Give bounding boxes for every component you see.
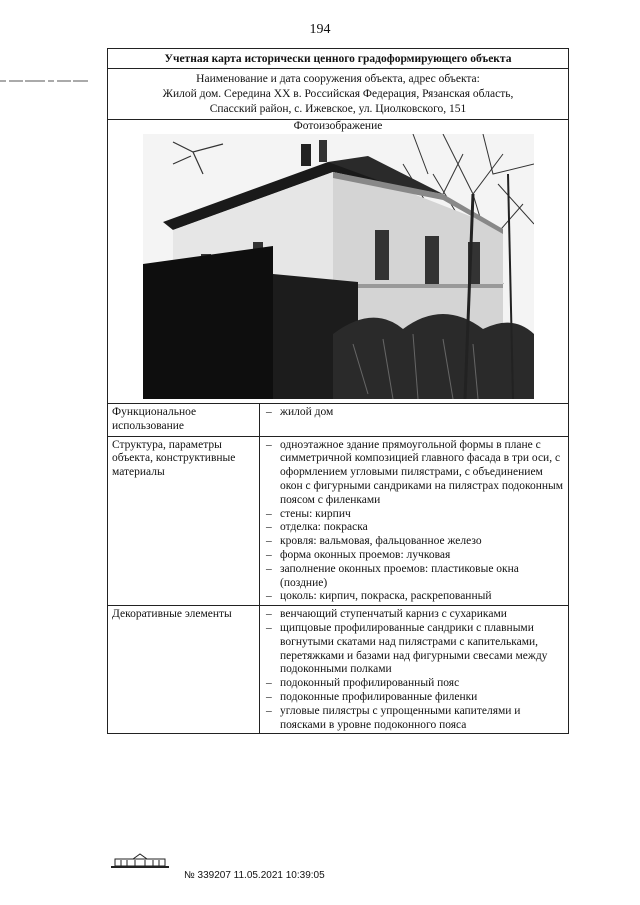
list-item: – отделка: покраска	[266, 521, 368, 534]
list-item: – кровля: вальмовая, фальцованное железо	[266, 535, 482, 548]
list-item: – щипцовые профилированные сандрики с плавными вогнутыми скатами над пилястрами с капительками, перетяжками и базами над фигурными свесами между подоконными полками	[266, 621, 548, 676]
header-line: Спасский район, с. Ижевское, ул. Циолковского, 151	[209, 103, 467, 115]
scan-edge-mark	[0, 69, 90, 71]
document-code: № 339207 11.05.2021 10:39:05	[184, 870, 325, 881]
row-label: Декоративные элементы	[108, 606, 260, 733]
photo-section	[108, 120, 568, 404]
building-photo	[143, 134, 534, 399]
table-row	[108, 605, 568, 733]
table-row	[108, 404, 568, 436]
header-line: Наименование и дата сооружения объекта, адрес объекта:	[196, 73, 480, 85]
card-title: Учетная карта исторически ценного градоформирующего объекта	[108, 49, 568, 69]
list-item: – подоконный профилированный пояс	[266, 677, 460, 690]
list-item: – форма оконных проемов: лучковая	[266, 548, 451, 561]
list-item: – заполнение оконных проемов: пластиковые окна (поздние)	[266, 562, 519, 589]
object-header	[108, 69, 568, 120]
list-item: – угловые пилястры с упрощенными капителями и поясками в уровне подоконного пояса	[266, 704, 521, 731]
row-label: Структура, параметры объекта, конструктивные материалы	[108, 437, 260, 606]
list-item: – жилой дом	[266, 406, 334, 418]
header-line: Жилой дом. Середина XX в. Российская Федерация, Рязанская область,	[162, 88, 514, 100]
row-values	[260, 606, 568, 733]
row-values	[260, 437, 568, 606]
photo-label: Фотоизображение	[293, 120, 383, 132]
list-item: – венчающий ступенчатый карниз с сухариками	[266, 608, 507, 621]
attributes-table	[108, 404, 568, 733]
list-item: – цоколь: кирпич, покраска, раскрепованный	[266, 590, 492, 603]
list-item: – стены: кирпич	[266, 507, 351, 520]
row-label: Функциональное использование	[108, 404, 260, 436]
registration-card	[107, 48, 569, 734]
page-number: 194	[309, 22, 331, 37]
building-logo-icon	[111, 853, 169, 869]
row-values	[260, 404, 568, 436]
table-row	[108, 436, 568, 606]
list-item: – одноэтажное здание прямоугольной формы в плане с симметричной композицией главного фасада в три оси, с оформлением угловыми пилястрами, с объединением окон с фигурными сандриками на пилястрах подоконным поясом с филенками	[266, 438, 564, 506]
list-item: – подоконные профилированные филенки	[266, 690, 478, 703]
